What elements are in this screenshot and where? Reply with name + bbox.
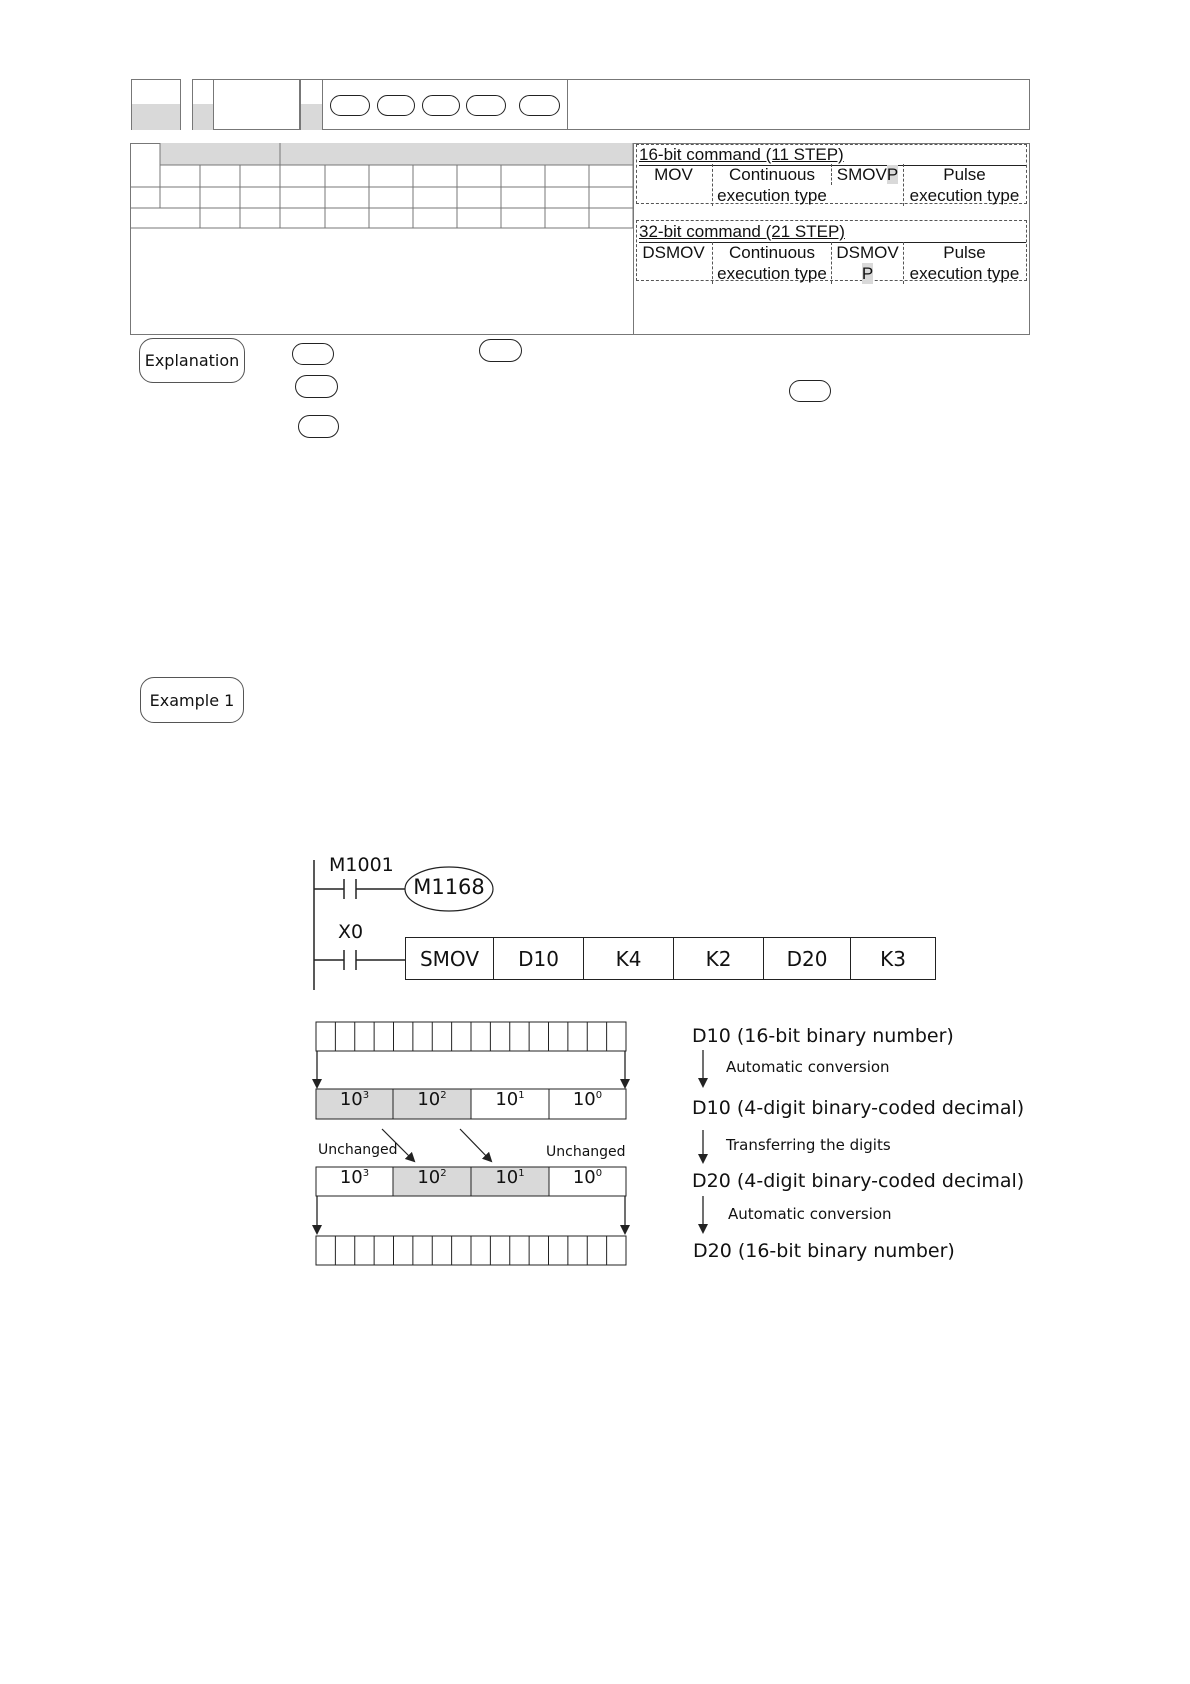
d10-digit-3-base: 10 bbox=[339, 1089, 363, 1110]
instr-m2: K2 bbox=[674, 938, 764, 979]
operand-pill-1 bbox=[330, 95, 370, 116]
example1-tag: Example 1 bbox=[140, 677, 244, 723]
label-auto-1: Automatic conversion bbox=[726, 1058, 890, 1076]
table-divider bbox=[633, 143, 634, 335]
d10-digit-1-base: 10 bbox=[495, 1089, 519, 1110]
d20-digit-1-exp: 1 bbox=[518, 1168, 525, 1179]
cmd16-cont-l1: Continuous bbox=[728, 165, 815, 184]
d20-digit-1-base: 10 bbox=[495, 1167, 519, 1188]
cmd16-pulse-cmd bbox=[831, 164, 903, 185]
d10-digit-1 bbox=[471, 1089, 549, 1110]
explain-pill-5 bbox=[298, 415, 339, 438]
cmd16-cont-l2: execution type bbox=[717, 186, 827, 205]
label-transfer: Transferring the digits bbox=[726, 1136, 891, 1154]
d10-digit-0-exp: 0 bbox=[595, 1090, 603, 1101]
d20-digit-0-exp: 0 bbox=[595, 1168, 603, 1179]
contact-x0-label: X0 bbox=[338, 921, 364, 943]
instruction-box bbox=[405, 937, 936, 980]
cmd16-pulse-l1: Pulse bbox=[943, 165, 986, 184]
cmd16-name-text: MOV bbox=[654, 165, 693, 184]
instr-n: K3 bbox=[880, 946, 906, 971]
d20-digit-2-exp: 2 bbox=[440, 1168, 447, 1179]
instr-src: D10 bbox=[494, 938, 584, 979]
instr-op: SMOV bbox=[406, 938, 494, 979]
cmd32-cont-l2: execution type bbox=[717, 264, 827, 283]
d20-digit-2-base: 10 bbox=[417, 1167, 441, 1188]
cmd32-pulse-l2: execution type bbox=[909, 264, 1020, 283]
d10-digit-3 bbox=[316, 1089, 393, 1110]
cmd32-name bbox=[636, 242, 711, 263]
d10-digit-0 bbox=[549, 1089, 626, 1110]
cmd16-cont bbox=[712, 164, 831, 206]
label-d20-bcd: D20 (4-digit binary-coded decimal) bbox=[692, 1170, 1025, 1192]
contact-m1001-label: M1001 bbox=[329, 854, 394, 876]
operand-pill-4 bbox=[466, 95, 506, 116]
cmd32-cont-l1: Continuous bbox=[728, 243, 815, 262]
header-block-2 bbox=[192, 79, 300, 130]
cmd16-header-text: 16-bit command (11 STEP) bbox=[639, 145, 844, 164]
d20-binary-register bbox=[316, 1236, 626, 1265]
operand-pill-2 bbox=[377, 95, 415, 116]
d20-digit-3-base: 10 bbox=[339, 1167, 363, 1188]
cmd32-pulse-cmd-b: P bbox=[861, 264, 874, 283]
d10-digit-0-base: 10 bbox=[572, 1089, 596, 1110]
label-d20-binary: D20 (16-bit binary number) bbox=[693, 1240, 955, 1262]
label-auto-2: Automatic conversion bbox=[728, 1205, 892, 1223]
d20-digit-3-exp: 3 bbox=[362, 1168, 370, 1179]
unchanged-right: Unchanged bbox=[546, 1144, 626, 1160]
label-d10-bcd: D10 (4-digit binary-coded decimal) bbox=[692, 1097, 1025, 1119]
cmd16-name bbox=[636, 164, 711, 185]
explain-pill-3 bbox=[295, 375, 338, 398]
instr-dst: D20 bbox=[764, 938, 851, 979]
d10-digit-1-exp: 1 bbox=[518, 1090, 525, 1101]
coil-m1168-label: M1168 bbox=[413, 875, 485, 899]
operand-pill-5 bbox=[519, 95, 560, 116]
device-table-grid bbox=[130, 143, 634, 229]
cmd32-cont bbox=[712, 242, 831, 284]
cmd32-pulse-cmd-a: DSMOV bbox=[836, 243, 899, 262]
header-block-3-shade bbox=[301, 104, 322, 130]
cmd32-header-text: 32-bit command (21 STEP) bbox=[639, 222, 845, 241]
d10-digit-2-exp: 2 bbox=[440, 1090, 447, 1101]
d10-digit-3-exp: 3 bbox=[362, 1090, 370, 1101]
unchanged-left: Unchanged bbox=[318, 1142, 398, 1158]
cmd16-pulse-cmd-a: SMOV bbox=[836, 165, 887, 184]
explanation-tag: Explanation bbox=[139, 338, 245, 383]
explain-pill-1 bbox=[292, 343, 334, 365]
flow-arrows bbox=[690, 1048, 720, 1248]
instr-m1: K4 bbox=[584, 938, 674, 979]
d20-digit-1 bbox=[471, 1167, 549, 1188]
cmd32-header bbox=[639, 221, 1026, 243]
cmd16-pulse bbox=[903, 164, 1025, 206]
d10-digit-2 bbox=[393, 1089, 471, 1110]
cmd32-pulse-cmd bbox=[831, 242, 903, 284]
explain-pill-2 bbox=[479, 339, 522, 362]
cmd16-pulse-l2: execution type bbox=[909, 186, 1020, 205]
header-block-1 bbox=[131, 79, 181, 130]
cmd32-name-text: DSMOV bbox=[642, 243, 705, 262]
d20-digit-0-base: 10 bbox=[572, 1167, 596, 1188]
header-block-2-shade bbox=[193, 104, 213, 130]
header-block-1-shade bbox=[132, 104, 180, 130]
cmd32-pulse-l1: Pulse bbox=[943, 243, 986, 262]
explain-pill-4 bbox=[789, 380, 831, 402]
d20-digit-0 bbox=[549, 1167, 626, 1188]
label-d10-binary: D10 (16-bit binary number) bbox=[692, 1025, 954, 1047]
d10-binary-register bbox=[316, 1022, 626, 1051]
d10-digit-2-base: 10 bbox=[417, 1089, 441, 1110]
operand-pill-3 bbox=[422, 95, 460, 116]
d20-digit-2 bbox=[393, 1167, 471, 1188]
cmd16-pulse-cmd-b: P bbox=[886, 165, 899, 184]
d20-digit-3 bbox=[316, 1167, 393, 1188]
cmd32-pulse bbox=[903, 242, 1025, 284]
